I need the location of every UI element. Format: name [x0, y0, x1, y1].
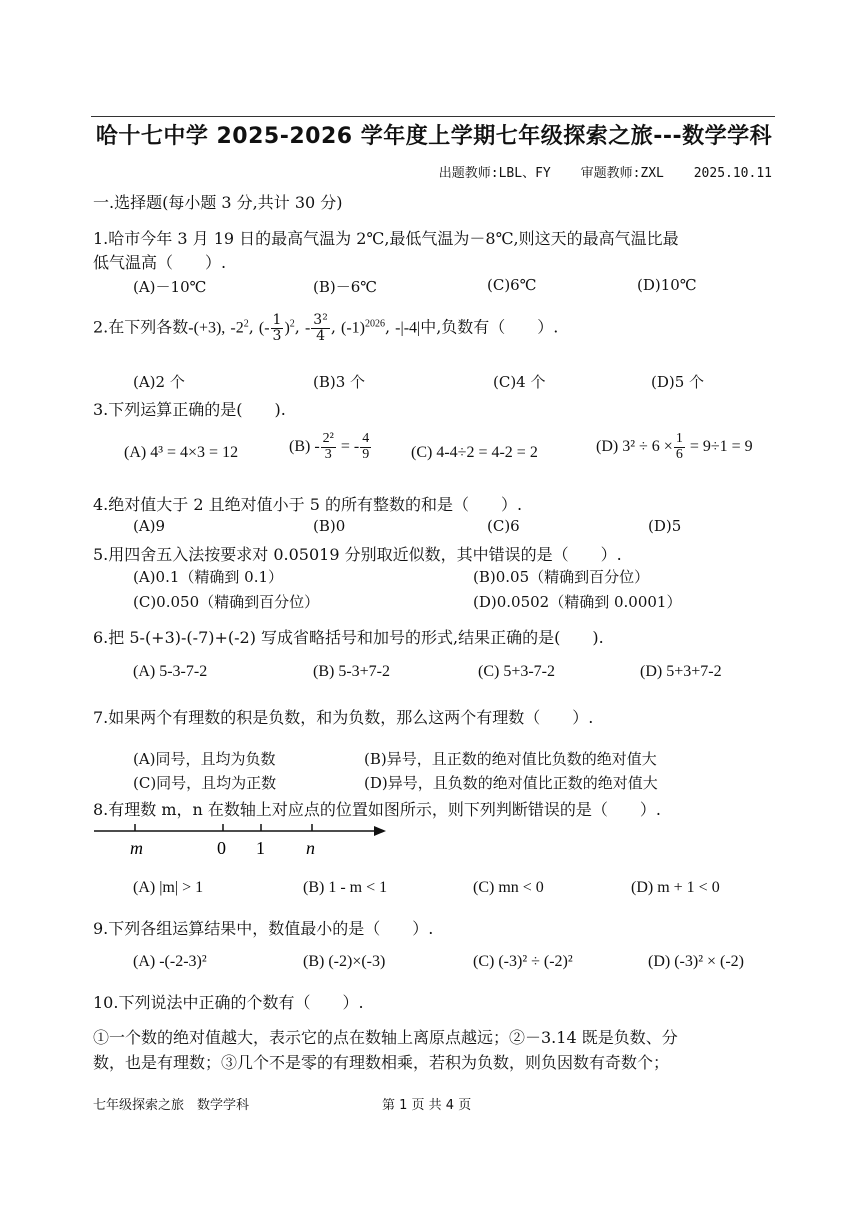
q9-option-b: (B) (-2)×(-3): [303, 953, 386, 970]
q3-b-num-1: 2²: [322, 431, 334, 446]
q5-option-a: (A)0.1（精确到 0.1）: [133, 568, 284, 586]
q9-option-a: (A) -(-2-3)²: [133, 953, 207, 970]
q3-option-c: (C) 4-4÷2 = 4-2 = 2: [411, 444, 538, 461]
label-zero: 0: [217, 838, 226, 858]
q2-term-1: -(+3),: [188, 319, 226, 337]
q2-term-4-fraction: [311, 313, 330, 343]
q2-term-3-den: 3: [272, 327, 282, 344]
q2-term-5: (-1): [341, 319, 365, 337]
q3-option-b: [289, 432, 372, 462]
q2-stem: 2.在下列各数-(+3), $-2^2$, (- $\frac{1}{3}$ )$^2$, - $\frac{\text{3²}}{4}$ , $(-1)^{2026}$, -|-4|中,负数有（ ）.: [93, 312, 559, 344]
q3-option-d: [596, 432, 753, 462]
q8-option-a: (A) |m| > 1: [133, 879, 204, 896]
q5-option-c: (C)0.050（精确到百分位）: [133, 593, 320, 611]
q3-option-a: (A) 4³ = 4×3 = 12: [124, 444, 239, 461]
q5-stem: 5.用四舍五入法按要求对 0.05019 分别取近似数，其中错误的是（ ）.: [93, 545, 622, 564]
q3-b-mid: = -: [340, 437, 360, 455]
footer-subject: 七年级探索之旅 数学学科: [93, 1098, 250, 1113]
label-one: 1: [256, 838, 265, 858]
q2-term-2: -2: [230, 319, 244, 337]
author-label: 出题教师:LBL、FY: [438, 166, 551, 181]
q10-line1: ①一个数的绝对值越大，表示它的点在数轴上离原点越远；②－3.14 既是负数、分: [93, 1028, 678, 1047]
q8-option-b: (B) 1 - m < 1: [303, 879, 388, 896]
reviewer-label: 审题教师:ZXL: [580, 166, 664, 181]
q4-option-d: (D)5: [648, 517, 682, 535]
q5-option-b: (B)0.05（精确到百分位）: [473, 568, 650, 586]
q9-stem: 9.下列各组运算结果中，数值最小的是（ ）.: [93, 919, 434, 938]
q9-option-d: (D) (-3)² × (-2): [648, 953, 744, 970]
q3-b-den-1: 3: [324, 446, 332, 462]
label-m: m: [130, 838, 143, 858]
q1-line2: 低气温高（ ）.: [93, 253, 227, 272]
q6-option-a: (A) 5-3-7-2: [133, 663, 208, 680]
q3-b-fraction-2: [360, 432, 371, 462]
q3-b-den-2: 9: [362, 446, 370, 462]
q3-d-prefix: (D) 3² ÷ 6 ×: [596, 437, 673, 455]
header-meta: [417, 162, 772, 181]
q1-option-d: (D)10℃: [637, 276, 697, 294]
q6-option-b: (B) 5-3+7-2: [313, 663, 391, 680]
q2-term-2-exp: 2: [243, 318, 249, 330]
q2-term-4-den: 4: [316, 327, 326, 344]
header-rule: [91, 116, 775, 117]
date-label: 2025.10.11: [693, 166, 772, 181]
q4-option-b: (B)0: [313, 517, 346, 535]
q8-option-c: (C) mn < 0: [473, 879, 544, 896]
q3-d-num: 1: [675, 431, 683, 446]
footer-page-number: 第 1 页 共 4 页: [382, 1098, 472, 1113]
q2-term-3-open: (-: [258, 319, 270, 337]
section-title: 一.选择题(每小题 3 分,共计 30 分): [93, 193, 343, 212]
q8-stem: 8.有理数 m，n 在数轴上对应点的位置如图所示，则下列判断错误的是（ ）.: [93, 800, 662, 819]
q7-option-b: (B)异号，且正数的绝对值比负数的绝对值大: [364, 750, 657, 768]
q1-option-c: (C)6℃: [487, 276, 537, 294]
q2-prefix: 2.在下列各数: [93, 317, 189, 337]
q2-term-3-close: ): [284, 319, 290, 337]
q1-option-a: (A)－10℃: [133, 278, 207, 296]
q8-option-d: (D) m + 1 < 0: [631, 879, 720, 896]
q3-d-den: 6: [675, 446, 683, 462]
number-line-figure: [90, 818, 390, 862]
q2-option-c: (C)4 个: [493, 373, 546, 391]
q10-stem: 10.下列说法中正确的个数有（ ）.: [93, 993, 364, 1012]
q2-term-4-num: 3²: [313, 312, 328, 328]
q4-option-c: (C)6: [487, 517, 520, 535]
q3-stem: 3.下列运算正确的是( ).: [93, 400, 286, 419]
q3-d-fraction: [674, 432, 685, 462]
q3-d-suffix: = 9÷1 = 9: [689, 437, 753, 455]
q4-stem: 4.绝对值大于 2 且绝对值小于 5 的所有整数的和是（ ）.: [93, 495, 523, 514]
q2-term-5-exp: 2026: [364, 318, 385, 330]
q3-b-prefix: (B) -: [289, 437, 320, 455]
q6-option-d: (D) 5+3+7-2: [640, 663, 722, 680]
q6-stem: 6.把 5-(+3)-(-7)+(-2) 写成省略括号和加号的形式,结果正确的是( ).: [93, 628, 604, 647]
q7-stem: 7.如果两个有理数的积是负数，和为负数，那么这两个有理数（ ）.: [93, 708, 594, 727]
q1-option-b: (B)－6℃: [313, 278, 378, 296]
q1-line1: 1.哈市今年 3 月 19 日的最高气温为 2℃,最低气温为－8℃,则这天的最高气温比最: [93, 229, 679, 248]
q7-option-c: (C)同号，且均为正数: [133, 774, 277, 792]
q3-b-fraction-1: [321, 432, 336, 462]
q7-option-d: (D)异号，且负数的绝对值比正数的绝对值大: [364, 774, 658, 792]
q2-option-a: (A)2 个: [133, 373, 185, 391]
q2-option-b: (B)3 个: [313, 373, 366, 391]
q2-term-4-sign: -: [304, 319, 311, 337]
q10-line2: 数，也是有理数；③几个不是零的有理数相乘，若积为负数，则负因数有奇数个；: [93, 1053, 670, 1072]
number-line-arrow: [374, 826, 386, 836]
q5-option-d: (D)0.0502（精确到 0.0001）: [473, 593, 682, 611]
q2-term-3-fraction: [271, 313, 284, 343]
q2-term-3-num: 1: [272, 312, 282, 328]
q3-b-num-2: 4: [362, 431, 370, 446]
q2-term-3-exp: 2: [289, 318, 295, 330]
q7-option-a: (A)同号，且均为负数: [133, 750, 276, 768]
q4-option-a: (A)9: [133, 517, 166, 535]
q2-option-d: (D)5 个: [651, 373, 705, 391]
q6-option-c: (C) 5+3-7-2: [478, 663, 556, 680]
q2-term-6: -|-4|: [395, 319, 421, 337]
q9-option-c: (C) (-3)² ÷ (-2)²: [473, 953, 573, 970]
q2-suffix: 中,负数有（ ）.: [420, 317, 559, 337]
label-n: n: [306, 838, 315, 858]
page-title: 哈十七中学 2025-2026 学年度上学期七年级探索之旅---数学学科: [95, 124, 773, 149]
